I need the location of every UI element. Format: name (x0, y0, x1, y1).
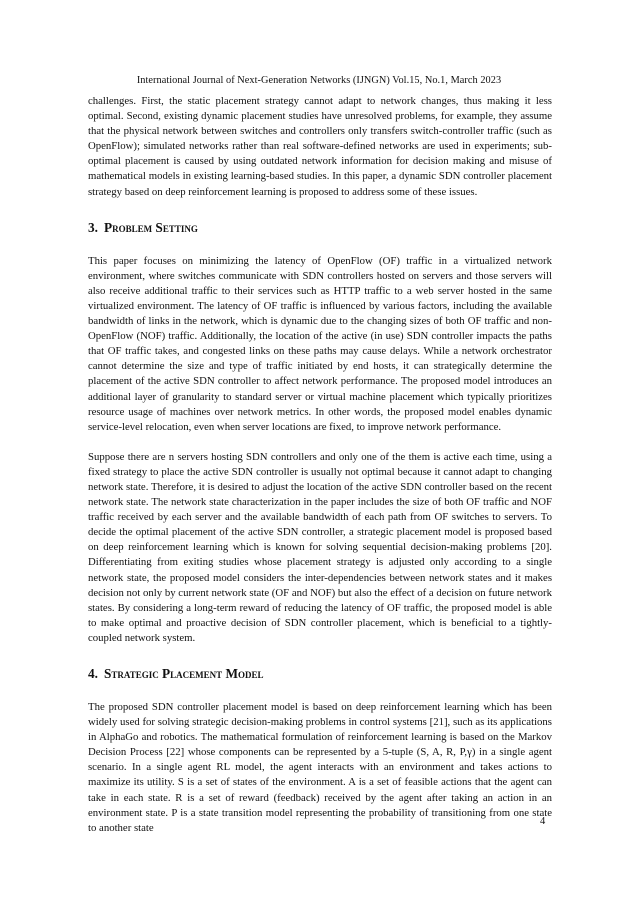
section-3-paragraph-2: Suppose there are n servers hosting SDN controllers and only one of the them is active each time, using a fixed strategy to place the active SDN controller is usually not optimal because it cannot adapt to changing network state. Therefore, it is desired to adjust the location of the active SDN controller based on the recent network state. The network state characterization in the paper includes the size of both OF traffic and NOF traffic received by each server and the available bandwidth of each path from OF switches to servers. To decide the optimal placement of the active SDN controller, a strategic placement model is proposed based on deep reinforcement learning which is known for solving sequential decision-making problems [20]. Differentiating from exiting studies whose placement strategy is adjusted only according to a single network state, the proposed model considers the inter-dependencies between network states and it makes decision not only by current network state (OF and NOF) but also the effect of a decision on future network states. By considering a long-term reward of reducing the latency of OF traffic, the proposed model is able to make optimal and proactive decision of SDN controller placement, which is beneficial to a tightly-coupled network system. (88, 450, 552, 644)
section-3-heading (88, 220, 552, 236)
section-3-paragraph-1: This paper focuses on minimizing the latency of OpenFlow (OF) traffic in a virtualized network environment, where switches communicate with SDN controllers hosted on servers and those servers will also receive additional traffic to their services such as HTTP traffic to a web server hosted in the same virtualized environment. The latency of OF traffic is influenced by various factors, including the available bandwidth of links in the network, which is dynamic due to the changing sizes of both OF traffic and non-OpenFlow (NOF) traffic. Additionally, the location of the active (in use) SDN controller impacts the paths that OF traffic takes, and congested links on these paths may cause delays. While a network orchestrator cannot determine the size and type of traffic initiated by end hosts, it can strategically determine the placement of the active SDN controller to affect network performance. The proposed model introduces an additional layer of granularity to standard server or virtual machine placement which typically prioritizes resource usage of machines over network metrics. In other words, the proposed model enables dynamic service-level relocation, even when server locations are fixed, to improve network performance. (88, 254, 552, 433)
running-header: International Journal of Next-Generation Networks (IJNGN) Vol.15, No.1, March 2023 (136, 75, 502, 86)
section-4-paragraph: The proposed SDN controller placement model is based on deep reinforcement learning which has been widely used for solving strategic decision-making problems in control systems [21], such as its applications in AlphaGo and robotics. The mathematical formulation of reinforcement learning is based on the Markov Decision Process [22] whose components can be represented by a 5-tuple (S, A, R, P,γ) in a single agent scenario. In a single agent RL model, the agent interacts with an environment and takes actions to maximize its utility. S is a set of states of the environment. A is a set of feasible actions that the agent can take in each state. R is a set of reward (feedback) received by the agent after taking an action in an environment state. P is a state transition model representing the probability of transitioning from one state to another state (88, 701, 552, 834)
page-number: 4 (540, 816, 546, 827)
section-4-title: Strategic Placement Model (103, 666, 264, 681)
intro-paragraph: challenges. First, the static placement strategy cannot adapt to network changes, thus making it less optimal. Second, existing dynamic placement studies have unresolved problems, for example, they assume that the physical network between switches and controllers only transfers switch-controller traffic (such as OpenFlow); simulated networks rather than real software-defined networks are used in experiments; sub-optimal placement is caused by using outdated network information for decision making and misuse of mathematical models in existing learning-based studies. In this paper, a dynamic SDN controller placement strategy based on deep reinforcement learning is proposed to address some of these issues. (88, 95, 552, 198)
section-4-heading (88, 666, 552, 682)
section-3-number: 3. (88, 219, 98, 235)
body-text (88, 94, 552, 836)
section-3-title: Problem Setting (103, 219, 198, 235)
section-4-number: 4. (88, 666, 98, 681)
